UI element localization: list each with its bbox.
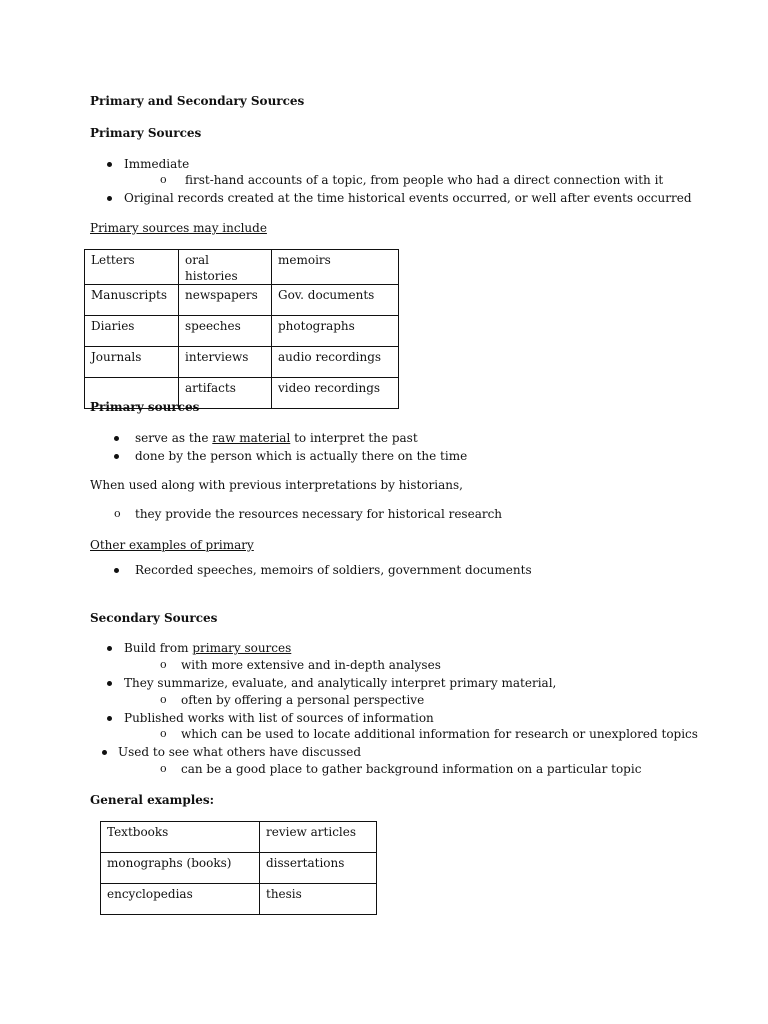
they-provide-item: they provide the resources necessary for historical research bbox=[135, 507, 503, 521]
table-row bbox=[85, 285, 399, 316]
table-cell: photographs bbox=[272, 316, 399, 347]
circle-bullet-icon: o bbox=[160, 693, 167, 706]
table-cell: speeches bbox=[179, 316, 272, 347]
bullet-icon bbox=[107, 196, 112, 201]
table-cell: encyclopedias bbox=[101, 884, 260, 915]
document-title: Primary and Secondary Sources bbox=[90, 94, 305, 108]
table-cell: oral histories bbox=[179, 250, 272, 285]
table-cell: audio recordings bbox=[272, 347, 399, 378]
bullet-published: Published works with list of sources of information bbox=[124, 711, 434, 725]
table-cell: monographs (books) bbox=[101, 853, 260, 884]
bullet-immediate: Immediate bbox=[124, 157, 190, 171]
bullet-icon bbox=[114, 454, 119, 459]
table-row bbox=[101, 822, 377, 853]
bullet-icon bbox=[114, 568, 119, 573]
circle-bullet-icon: o bbox=[160, 658, 167, 671]
table-cell: Gov. documents bbox=[272, 285, 399, 316]
primary-sources-heading: Primary Sources bbox=[90, 126, 202, 140]
table-row bbox=[101, 884, 377, 915]
bullet-icon bbox=[107, 681, 112, 686]
table-cell: Journals bbox=[85, 347, 179, 378]
bullet-icon bbox=[107, 162, 112, 167]
table-cell: thesis bbox=[260, 884, 377, 915]
circle-bullet-icon: o bbox=[160, 762, 167, 775]
bullet-original-records: Original records created at the time historical events occurred, or well after events occurred bbox=[124, 191, 692, 205]
general-examples-table bbox=[100, 821, 377, 915]
circle-bullet-icon: o bbox=[114, 507, 121, 520]
primary-may-include-label: Primary sources may include bbox=[90, 221, 267, 235]
general-examples-heading: General examples: bbox=[90, 793, 215, 807]
circle-bullet-icon: o bbox=[160, 727, 167, 740]
table-row bbox=[85, 347, 399, 378]
other-examples-label: Other examples of primary bbox=[90, 538, 254, 552]
primary-sources-underlined: primary sources bbox=[192, 641, 292, 655]
bullet-summarize: They summarize, evaluate, and analytically interpret primary material, bbox=[124, 676, 557, 690]
bullet-recorded-speeches: Recorded speeches, memoirs of soldiers, government documents bbox=[135, 563, 532, 577]
table-cell: Diaries bbox=[85, 316, 179, 347]
bullet-icon bbox=[114, 436, 119, 441]
table-cell: artifacts bbox=[179, 378, 272, 409]
table-cell: memoirs bbox=[272, 250, 399, 285]
raw-material-underlined: raw material bbox=[212, 431, 291, 445]
primary-sources-table bbox=[84, 249, 399, 409]
table-cell: Textbooks bbox=[101, 822, 260, 853]
bullet-icon bbox=[102, 750, 107, 755]
table-cell: dissertations bbox=[260, 853, 377, 884]
bullet-done-by: done by the person which is actually there on the time bbox=[135, 449, 468, 463]
bullet-icon bbox=[107, 646, 112, 651]
text-span: Build from bbox=[124, 641, 193, 655]
sub-bullet-locate: which can be used to locate additional information for research or unexplored topics bbox=[181, 727, 698, 741]
bullet-build-from bbox=[124, 640, 291, 656]
sub-bullet-background: can be a good place to gather background information on a particular topic bbox=[181, 762, 642, 776]
bullet-icon bbox=[107, 716, 112, 721]
table-cell: newspapers bbox=[179, 285, 272, 316]
bullet-used-to: Used to see what others have discussed bbox=[118, 745, 362, 759]
primary-sources-subheading: Primary sources bbox=[90, 400, 200, 414]
table-row bbox=[101, 853, 377, 884]
text-span: to interpret the past bbox=[290, 431, 418, 445]
table-cell: video recordings bbox=[272, 378, 399, 409]
table-row bbox=[85, 250, 399, 285]
sub-bullet-perspective: often by offering a personal perspective bbox=[181, 693, 425, 707]
table-cell: interviews bbox=[179, 347, 272, 378]
secondary-sources-heading: Secondary Sources bbox=[90, 611, 218, 625]
circle-bullet-icon: o bbox=[160, 173, 167, 186]
table-row bbox=[85, 316, 399, 347]
bullet-raw-material bbox=[135, 430, 418, 446]
table-cell: Letters bbox=[85, 250, 179, 285]
text-span: serve as the bbox=[135, 431, 213, 445]
sub-bullet-first-hand: first-hand accounts of a topic, from people who had a direct connection with it bbox=[185, 173, 664, 187]
when-used-paragraph: When used along with previous interpretations by historians, bbox=[90, 478, 463, 492]
table-cell: Manuscripts bbox=[85, 285, 179, 316]
sub-bullet-extensive: with more extensive and in-depth analyses bbox=[181, 658, 441, 672]
table-cell: review articles bbox=[260, 822, 377, 853]
